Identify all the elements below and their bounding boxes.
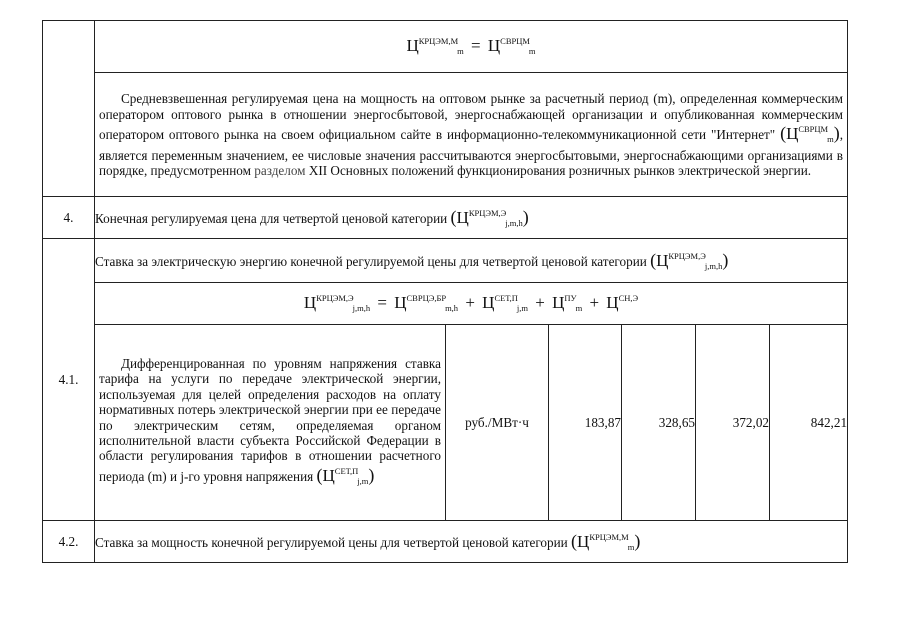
symbol-superscript: ПУ [564,293,577,304]
row-title-text: Ставка за электрическую энергию конечной регулируемой цены для четвертой ценовой категории [95,253,647,269]
value-cell-2: 328,65 [622,325,696,521]
price-symbol: Ц [656,250,669,270]
price-symbol: Ц [394,293,407,313]
symbol-superscript: КРЦЭМ,М [418,36,459,47]
formula-cell [95,21,848,73]
price-symbol: Ц [786,124,799,144]
symbol-subscript: j,m,h [352,303,371,314]
price-symbol: Ц [303,293,317,313]
description-text-2: , является переменным значением, ее числовые значения рассчитываются энергосбытовыми, энергоснабжающими организациями в порядке, предусмотренном [99,127,844,179]
row-description [43,73,848,197]
symbol-superscript: КРЦЭМ,М [589,531,629,542]
row-4-2-title: Ставка за мощность конечной регулируемой цены для четвертой ценовой категории $(Ц^{КРЦЭМ,М}_m)$ [95,521,848,563]
description-cell [95,73,848,197]
symbol-superscript: КРЦЭМ,Э [468,207,507,218]
row-4-1-title: Ставка за электрическую энергию конечной регулируемой цены для четвертой ценовой категории $(Ц^{КРЦЭМ,Э}_{j,m,h})$ [95,239,848,283]
symbol-subscript: m [575,303,583,314]
value-cell-4: 842,21 [770,325,848,521]
symbol-subscript: j,m [516,303,529,314]
equals-sign: = [471,36,481,56]
price-symbol: Ц [406,36,419,56]
row-4-2 [43,521,848,563]
symbol-superscript: СВРЦМ [798,124,829,135]
price-symbol: Ц [577,531,590,551]
symbol-superscript: СВРЦЭ,БР [406,293,447,304]
value-cell-3: 372,02 [696,325,770,521]
description-text-1: Средневзвешенная регулируемая цена на мощность на оптовом рынке за расчетный период (m), определенная коммерческим оператором оптового рынка в отношении энергосбытовой, энергоснабжающей организации и опубликованная коммерческим оператором оптового рынка на своем официальном сайте в информационно-телекоммуникационной сети "Интернет" [99,91,844,143]
plus-sign: + [589,293,600,313]
symbol-subscript: j,m [357,475,369,486]
symbol-subscript: j,m,h [505,217,523,228]
symbol-subscript: m [827,134,834,145]
row-4-title: Конечная регулируемая цена для четвертой ценовой категории $(Ц^{КРЦЭМ,Э}_{j,m,h})$ [95,197,848,239]
description-text-3: XII Основных положений функционирования розничных рынков электрической энергии. [308,163,812,179]
price-symbol: Ц [482,293,495,313]
symbol-superscript: КРЦЭМ,Э [316,293,354,304]
section-link[interactable]: разделом [254,163,306,179]
row-number: 4.1. [43,239,95,521]
row-number: 4.2. [43,521,95,563]
row-title-text: Конечная регулируемая цена для четвертой ценовой категории [95,210,448,226]
description-paragraph: Средневзвешенная регулируемая цена на мощность на оптовом рынке за расчетный период (m), определенная коммерческим оператором оптового рынка в отношении энергосбытовой, энергоснабжающей организации и опубликованная коммерческим оператором оптового рынка на своем официальном сайте в информационно-телекоммуникационной сети "Интернет" $(Ц^{СВРЦМ}_m)$, является переменным значением, ее числовые значения рассчитываются энергосбытовыми, энергоснабжающими организациями в порядке, предусмотренном разделом XII Основных положений функционирования розничных рынков электрической энергии. [99,91,844,179]
row-tariff-values [43,325,848,521]
symbol-superscript: КРЦЭМ,Э [668,250,706,261]
symbol-superscript: СЕТ,П [334,465,359,476]
price-symbol: Ц [322,465,335,485]
symbol-subscript: j,m,h [704,260,723,271]
equals-sign: = [377,293,387,313]
row-number-cell-empty [43,21,95,197]
row-4 [43,197,848,239]
row-4-1-formula [43,283,848,325]
price-symbol: Ц [487,36,501,56]
formula-cell [95,283,848,325]
tariff-description-cell [95,325,446,521]
symbol-subscript: m [528,46,536,57]
tariff-description-text: Дифференцированная по уровням напряжения ставка тарифа на услуги по передаче электрической энергии, используемая для целей определения расходов на оплату нормативных потерь электрической энергии при ее передаче по электрическим сетям, определяемая органом исполнительной власти субъекта Российской Федерации в области регулирования тарифов в отношении расчетного периода (m) и j-го уровня напряжения [99,355,441,484]
row-number: 4. [43,197,95,239]
symbol-subscript: m,h [445,303,459,314]
unit-cell: руб./МВт·ч [446,325,549,521]
tariff-description: Дифференцированная по уровням напряжения ставка тарифа на услуги по передаче электрической энергии, используемая для целей определения расходов на оплату нормативных потерь электрической энергии при ее передаче по электрическим сетям, определяемая органом исполнительной власти субъекта Российской Федерации в области регулирования тарифов в отношении расчетного периода (m) и j-го уровня напряжения $(Ц^{СЕТ,П}_{j,m})$ [99,355,441,486]
price-symbol: Ц [552,293,565,313]
symbol-superscript: СЕТ,П [494,293,518,304]
symbol-subscript: m [457,46,464,57]
row-title-text: Ставка за мощность конечной регулируемой цены для четвертой ценовой категории [95,534,568,550]
tariff-table [42,20,848,563]
row-formula-crcem-m [43,21,848,73]
value-cell-1: 183,87 [549,325,622,521]
plus-sign: + [465,293,475,313]
symbol-subscript: m [627,541,635,552]
plus-sign: + [535,293,545,313]
symbol-superscript: СН,Э [618,293,639,304]
symbol-superscript: СВРЦМ [500,36,530,47]
price-symbol: Ц [606,293,619,313]
row-4-1 [43,239,848,283]
price-symbol: Ц [456,207,469,227]
